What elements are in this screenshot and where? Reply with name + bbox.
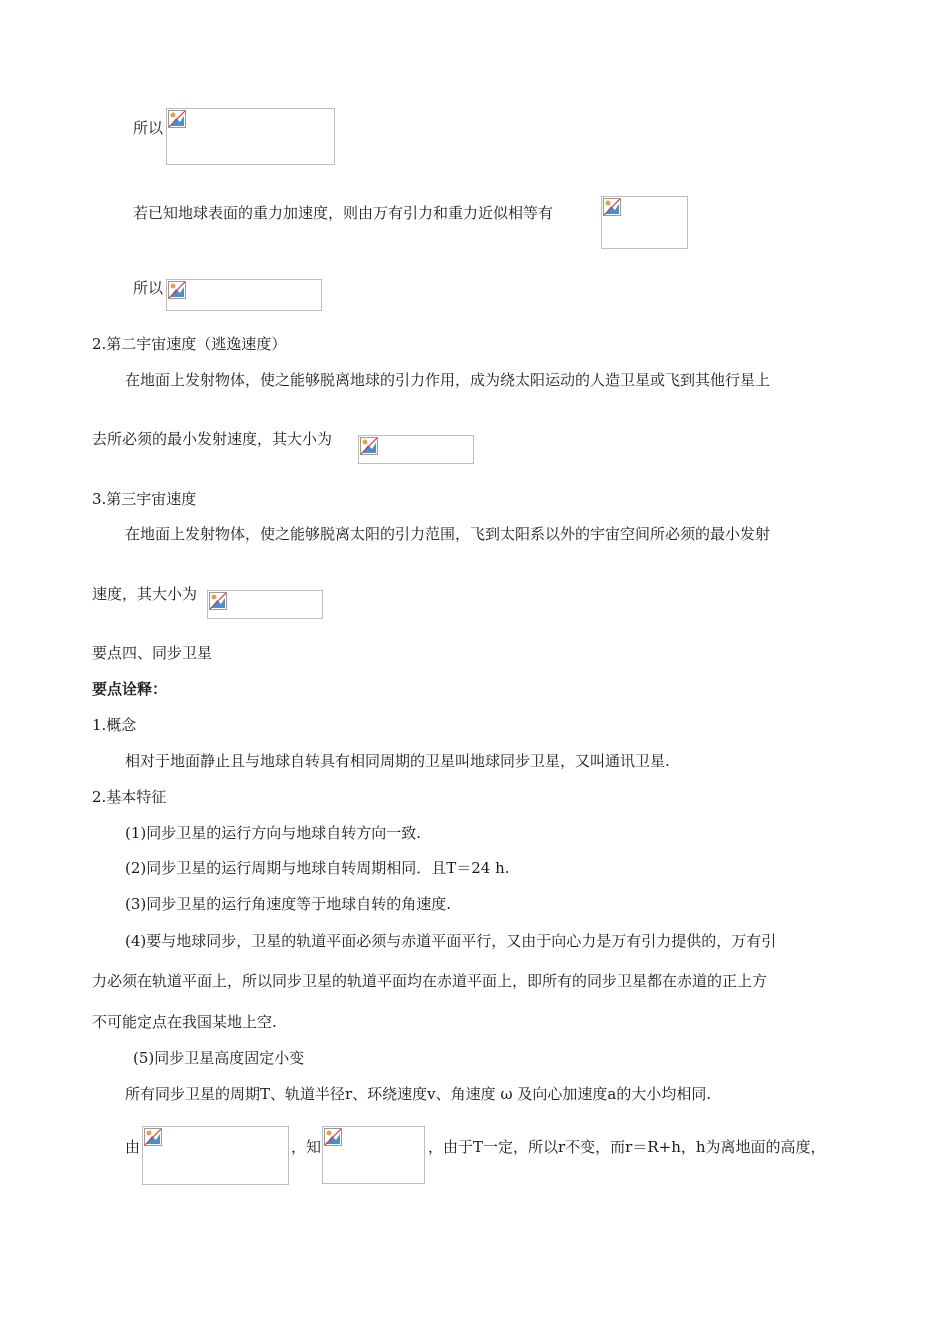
text-line: ，知: [291, 1138, 322, 1156]
text-line: 1.概念: [92, 716, 137, 734]
text-line: 力必须在轨道平面上，所以同步卫星的轨道平面均在赤道平面上，即所有的同步卫星都在赤道的正上方: [92, 972, 768, 990]
broken-image-icon: [168, 281, 186, 299]
formula-image: [358, 435, 474, 464]
text-line: 3.第三宇宙速度: [92, 490, 197, 508]
text-line: 2.第二宇宙速度（逃逸速度）: [92, 335, 287, 353]
text-line: 由: [125, 1138, 141, 1156]
text-line: 所以: [133, 119, 164, 137]
text-line: 去所必须的最小发射速度，其大小为: [92, 430, 333, 448]
text-line: 在地面上发射物体，使之能够脱离太阳的引力范围，飞到太阳系以外的宇宙空间所必须的最小发射: [125, 525, 771, 543]
text-line: (2)同步卫星的运行周期与地球自转周期相同．且T＝24 h.: [125, 859, 510, 877]
subheading: 要点诠释：: [92, 680, 168, 698]
broken-image-icon: [209, 592, 227, 610]
text-line: 在地面上发射物体，使之能够脱离地球的引力作用，成为绕太阳运动的人造卫星或飞到其他行星上: [125, 371, 771, 389]
text-line: 所以: [133, 279, 164, 297]
broken-image-icon: [168, 110, 186, 128]
text-line: (1)同步卫星的运行方向与地球自转方向一致.: [125, 824, 422, 842]
text-line: (4)要与地球同步，卫星的轨道平面必须与赤道平面平行，又由于向心力是万有引力提供的，万有引: [125, 932, 777, 950]
broken-image-icon: [144, 1128, 162, 1146]
formula-image: [166, 279, 322, 311]
text-line: 若已知地球表面的重力加速度，则由万有引力和重力近似相等有: [133, 204, 554, 222]
text-line: 所有同步卫星的周期T、轨道半径r、环绕速度v、角速度 ω 及向心加速度a的大小均相同.: [125, 1085, 712, 1103]
text-line: 不可能定点在我国某地上空.: [92, 1013, 277, 1031]
broken-image-icon: [603, 198, 621, 216]
broken-image-icon: [324, 1128, 342, 1146]
section-heading: 要点四、同步卫星: [92, 644, 213, 662]
formula-image: [207, 590, 323, 619]
text-line: ，由于T一定，所以r不变，而r＝R+h，h为离地面的高度，: [428, 1138, 826, 1156]
text-line: (5)同步卫星高度固定小变: [133, 1049, 305, 1067]
text-line: 相对于地面静止且与地球自转具有相同周期的卫星叫地球同步卫星，又叫通讯卫星.: [125, 752, 670, 770]
formula-image: [322, 1126, 425, 1184]
text-line: (3)同步卫星的运行角速度等于地球自转的角速度.: [125, 895, 452, 913]
text-line: 2.基本特征: [92, 788, 167, 806]
formula-image: [601, 196, 688, 249]
formula-image: [142, 1126, 289, 1185]
formula-image: [166, 108, 335, 165]
text-line: 速度，其大小为: [92, 585, 198, 603]
broken-image-icon: [360, 437, 378, 455]
